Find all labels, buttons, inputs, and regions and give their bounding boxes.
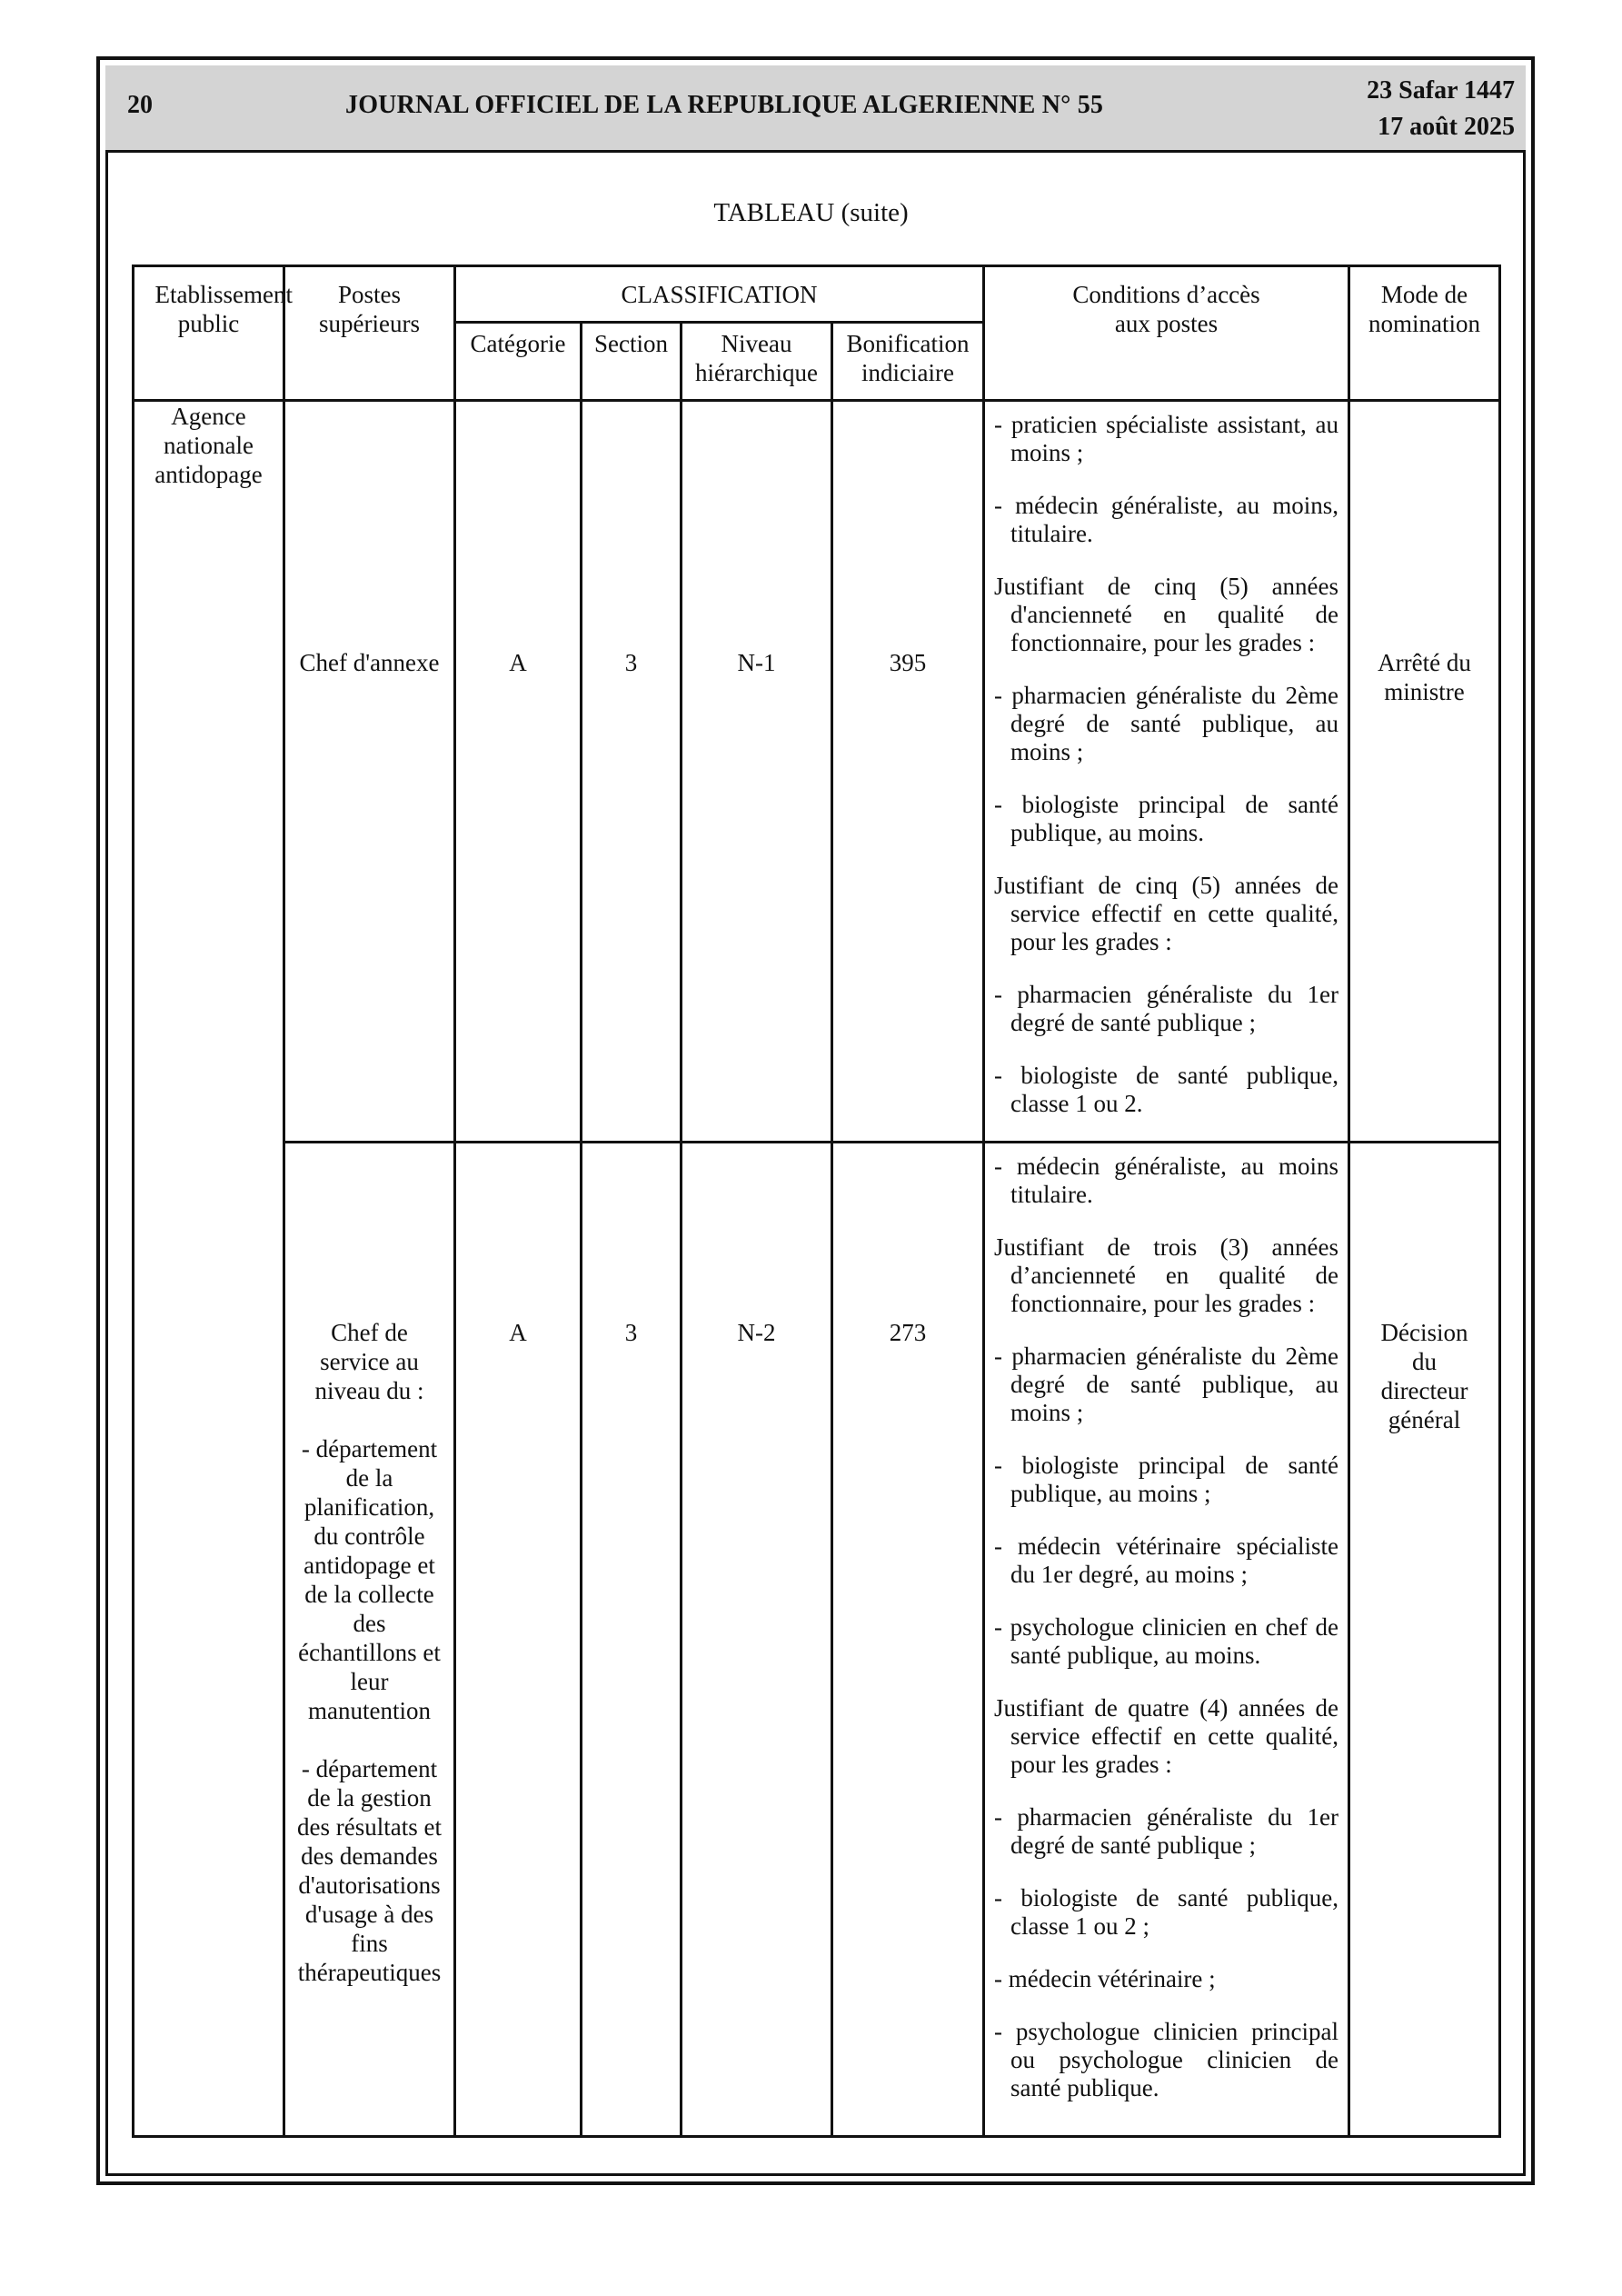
row2-conditions-list	[985, 1143, 1348, 2111]
classification-table	[132, 265, 1501, 2138]
condition-item: Justifiant de quatre (4) années de service effectif en cette qualité, pour les grades :	[994, 1694, 1339, 1778]
row2-section: 3	[582, 1143, 682, 2137]
row1-conditions-list	[985, 402, 1348, 1127]
row2-conditions	[984, 1143, 1349, 2137]
header-section: Section	[582, 323, 682, 401]
journal-header	[105, 65, 1526, 153]
condition-item: - psychologue clinicien en chef de santé publique, au moins.	[994, 1613, 1339, 1669]
header-conditions: Conditions d’accès aux postes	[984, 266, 1349, 401]
etablissement-cell: Agence nationale antidopage	[134, 401, 284, 2137]
header-bonification: Bonification indiciaire	[832, 323, 984, 401]
condition-item: Justifiant de trois (3) années d’ancienneté en qualité de fonctionnaire, pour les grades :	[994, 1233, 1339, 1317]
row1-mode: Arrêté du ministre	[1349, 401, 1500, 1143]
row2-poste-dept2: - département de la gestion des résultats et des demandes d'autorisations d'usage à des fins thérapeutiques	[297, 1755, 442, 1986]
row2-categorie: A	[455, 1143, 582, 2137]
condition-item: - médecin vétérinaire ;	[994, 1965, 1216, 1992]
condition-item: Justifiant de cinq (5) années d'ancienneté en qualité de fonctionnaire, pour les grades :	[994, 573, 1339, 656]
row1-conditions	[984, 401, 1349, 1143]
row1-categorie: A	[455, 401, 582, 1143]
condition-item: - praticien spécialiste assistant, au moins ;	[994, 411, 1339, 466]
header-mode: Mode de nomination	[1349, 266, 1500, 401]
condition-item: - biologiste principal de santé publique, au moins.	[994, 791, 1339, 846]
header-postes: Postes supérieurs	[284, 266, 455, 401]
condition-item: - médecin vétérinaire spécialiste du 1er degré, au moins ;	[994, 1532, 1339, 1588]
row2-mode: Décision du directeur général	[1349, 1143, 1500, 2137]
row1-bonification: 395	[832, 401, 984, 1143]
condition-item: - biologiste principal de santé publique, au moins ;	[994, 1452, 1339, 1507]
date-gregorian: 17 août 2025	[1378, 113, 1515, 141]
journal-title: JOURNAL OFFICIEL DE LA REPUBLIQUE ALGERIENNE N° 55	[345, 91, 1104, 119]
row2-poste	[284, 1143, 455, 2137]
row1-section: 3	[582, 401, 682, 1143]
condition-item: - médecin généraliste, au moins, titulaire.	[994, 492, 1339, 547]
row2-niveau: N-2	[682, 1143, 832, 2137]
condition-item: - pharmacien généraliste du 2ème degré de santé publique, au moins ;	[994, 682, 1339, 765]
condition-item: - biologiste de santé publique, classe 1 ou 2.	[994, 1062, 1339, 1117]
table-caption: TABLEAU (suite)	[713, 198, 909, 227]
header-classification: CLASSIFICATION	[455, 266, 984, 323]
header-niveau: Niveau hiérarchique	[682, 323, 832, 401]
header-etablissement: Etablissement public	[134, 266, 284, 401]
condition-item: - pharmacien généraliste du 1er degré de santé publique ;	[994, 981, 1339, 1036]
condition-item: - biologiste de santé publique, classe 1 ou 2 ;	[994, 1884, 1339, 1940]
row1-niveau: N-1	[682, 401, 832, 1143]
condition-item: Justifiant de cinq (5) années de service effectif en cette qualité, pour les grades :	[994, 872, 1339, 955]
date-hijri: 23 Safar 1447	[1367, 76, 1515, 105]
page-number: 20	[127, 91, 153, 119]
condition-item: - pharmacien généraliste du 1er degré de santé publique ;	[994, 1803, 1339, 1859]
row2-poste-intro: Chef de service au niveau du :	[314, 1319, 424, 1404]
condition-item: - pharmacien généraliste du 2ème degré de santé publique, au moins ;	[994, 1343, 1339, 1426]
header-categorie: Catégorie	[455, 323, 582, 401]
condition-item: - médecin généraliste, au moins titulaire.	[994, 1153, 1339, 1208]
row2-poste-dept1: - département de la planification, du contrôle antidopage et de la collecte des échantillons et leur manutention	[298, 1435, 441, 1724]
row1-poste: Chef d'annexe	[284, 401, 455, 1143]
condition-item: - psychologue clinicien principal ou psychologue clinicien de santé publique.	[994, 2018, 1339, 2101]
row2-bonification: 273	[832, 1143, 984, 2137]
issue-date	[1367, 73, 1515, 145]
